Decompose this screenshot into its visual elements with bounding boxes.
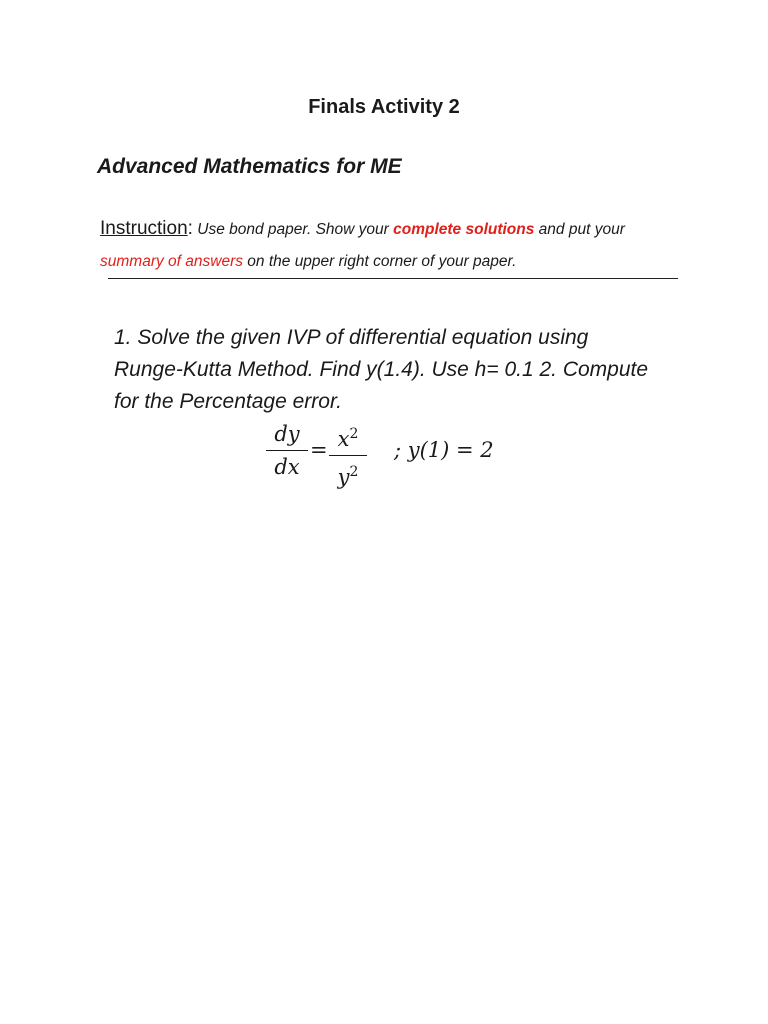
horizontal-divider (108, 278, 678, 279)
rhs-denominator-base: y (337, 465, 350, 489)
complete-solutions-highlight: complete solutions (393, 221, 535, 238)
instruction-paragraph (100, 213, 680, 278)
instruction-text-2: and put your (534, 221, 625, 238)
lhs-fraction (266, 420, 308, 481)
lhs-fraction-bar (266, 450, 308, 451)
lhs-numerator: dy (274, 422, 300, 446)
instruction-label: Instruction (100, 218, 188, 239)
instruction-colon: : (187, 218, 193, 239)
rhs-numerator-base: x (337, 427, 350, 451)
rhs-fraction-bar (329, 455, 367, 456)
rhs-fraction (329, 420, 367, 491)
differential-equation (266, 420, 526, 490)
summary-of-answers-highlight: summary of answers (100, 253, 243, 270)
equals-sign: = (310, 438, 328, 462)
course-subtitle: Advanced Mathematics for ME (97, 155, 402, 178)
rhs-denominator (329, 458, 367, 491)
problem-1-text: 1. Solve the given IVP of differential equation using Runge-Kutta Method. Find y(1.4). Use h= 0.1 2. Compute for the Percentage error. (114, 326, 649, 413)
instruction-text-3: on the upper right corner of your paper. (242, 253, 517, 270)
lhs-denominator: dx (274, 455, 300, 479)
rhs-numerator-exponent: 2 (349, 426, 359, 442)
document-title: Finals Activity 2 (308, 96, 460, 118)
rhs-denominator-exponent: 2 (349, 464, 359, 480)
instruction-text-1: Use bond paper. Show your (192, 221, 394, 238)
initial-condition: ; y(1) = 2 (394, 438, 494, 462)
rhs-numerator (329, 420, 367, 453)
